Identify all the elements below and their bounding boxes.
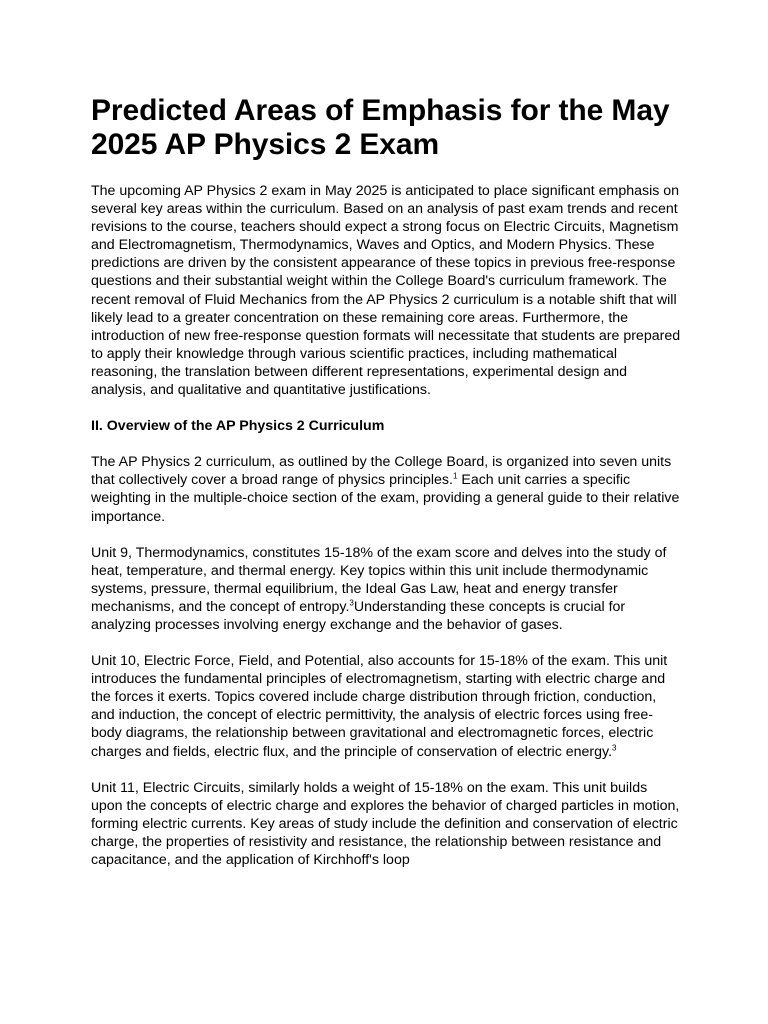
unit11-paragraph: Unit 11, Electric Circuits, similarly holds a weight of 15-18% on the exam. This unit builds upon the concepts of electric charge and explores the behavior of charged particles in motion, forming electric currents. Key areas of study include the definition and conservation of electric charge, the properties of resistivity and resistance, the relationship between resistance and capacitance, and the application of Kirchhoff's loop [91, 779, 680, 868]
intro-paragraph: The upcoming AP Physics 2 exam in May 2025 is anticipated to place significant emphasis on several key areas within the curriculum. Based on an analysis of past exam trends and recent revisions to the course, teachers should expect a strong focus on Electric Circuits, Magnetism and Electromagnetism, Thermodynamics, Waves and Optics, and Modern Physics. These predictions are driven by the consistent appearance of these topics in previous free-response questions and their substantial weight within the College Board's curriculum framework. The recent removal of Fluid Mechanics from the AP Physics 2 curriculum is a notable shift that will likely lead to a greater concentration on these remaining core areas. Furthermore, the introduction of new free-response question formats will necessitate that students are prepared to apply their knowledge through various scientific practices, including mathematical reasoning, the translation between different representations, experimental design and analysis, and qualitative and quantitative justifications. [91, 183, 681, 399]
footnote-marker: 3 [349, 598, 354, 608]
unit9-text-continued: Understanding these concepts is crucial for analyzing processes involving energy exchange and the behavior of gases. [91, 598, 626, 633]
footnote-marker: 3 [612, 742, 617, 752]
unit10-paragraph [91, 652, 681, 761]
overview-text-continued: Each unit carries a specific weighting in the multiple-choice section of the exam, providing a general guide to their relative importance. [91, 472, 680, 525]
document-page [91, 94, 681, 869]
document-title: Predicted Areas of Emphasis for the May 2025 AP Physics 2 Exam [91, 94, 670, 161]
overview-text: The AP Physics 2 curriculum, as outlined by the College Board, is organized into seven units that collectively cover a broad range of physics principles. [91, 454, 672, 489]
overview-paragraph [91, 453, 681, 525]
section-heading: II. Overview of the AP Physics 2 Curriculum [91, 418, 385, 435]
unit9-paragraph [91, 544, 681, 634]
unit10-text: Unit 10, Electric Force, Field, and Potential, also accounts for 15-18% of the exam. This unit introduces the fundamental principles of electromagnetism, starting with electric charge and the forces it exerts. Topics covered include charge distribution through friction, conduction, and induction, the concept of electric permittivity, the analysis of electric forces using free-body diagrams, the relationship between gravitational and electromagnetic forces, electric charges and fields, electric flux, and the principle of conservation of electric energy. [91, 653, 668, 760]
footnote-marker: 1 [452, 471, 458, 481]
unit9-text: Unit 9, Thermodynamics, constitutes 15-18% of the exam score and delves into the study of heat, temperature, and thermal energy. Key topics within this unit include thermodynamic systems, pressure, thermal equilibrium, the Ideal Gas Law, heat and energy transfer mechanisms, and the concept of entropy. [91, 544, 667, 615]
